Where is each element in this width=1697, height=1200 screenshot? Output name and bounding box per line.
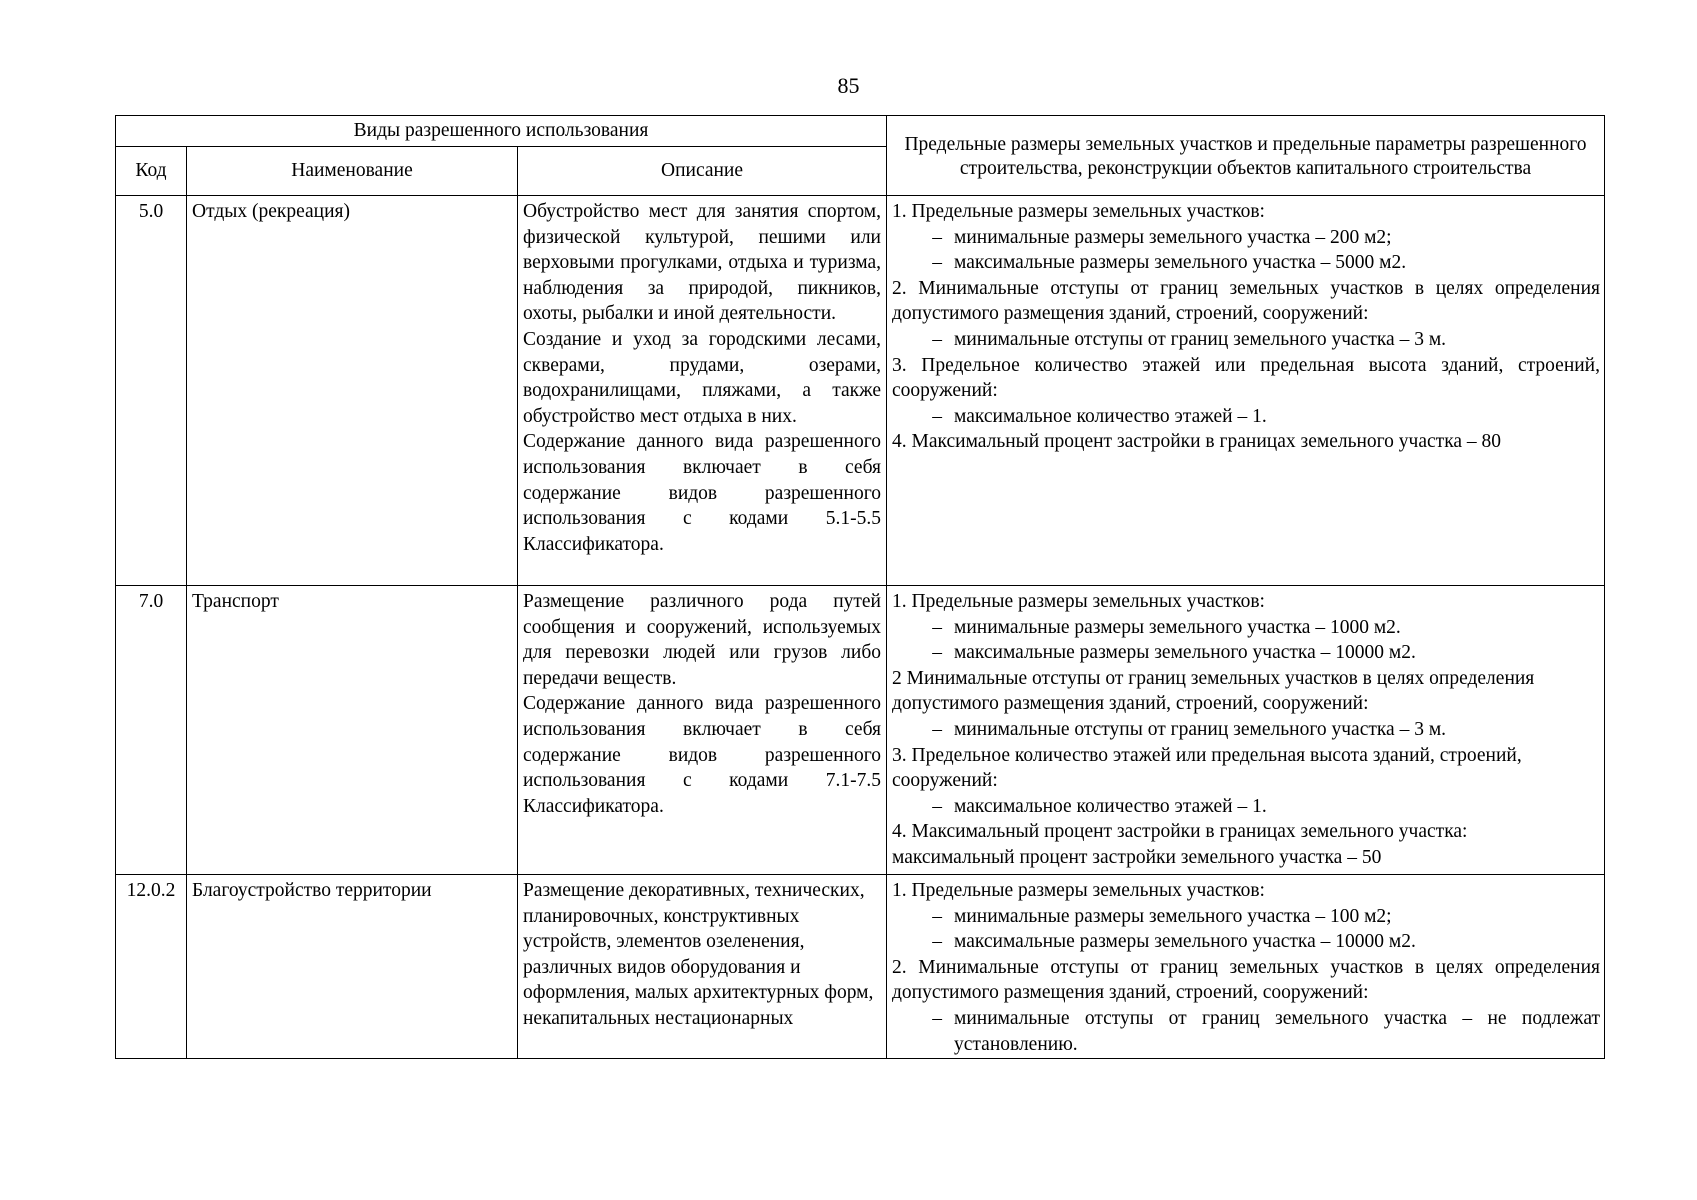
- row-code: 12.0.2: [116, 875, 187, 1059]
- header-permitted-uses: Виды разрешенного использования: [116, 116, 887, 147]
- parameter-heading: 2. Минимальные отступы от границ земельных участков в целях определения допустимого размещения зданий, строений, сооружений:: [892, 956, 1600, 1004]
- parameter-item: – максимальные размеры земельного участка – 5000 м2.: [932, 252, 1407, 274]
- parameter-heading: 2. Минимальные отступы от границ земельных участков в целях определения допустимого размещения зданий, строений, сооружений:: [892, 277, 1600, 325]
- parameter-item: – максимальные размеры земельного участка – 10000 м2.: [932, 931, 1416, 953]
- parameter-heading: 1. Предельные размеры земельных участков:: [892, 880, 1265, 901]
- regulations-table: [115, 115, 1605, 1059]
- parameter-item: – минимальные размеры земельного участка – 1000 м2.: [932, 616, 1401, 638]
- parameter-item: – минимальные отступы от границ земельного участка – 3 м.: [932, 718, 1447, 740]
- parameter-item: – минимальные размеры земельного участка – 200 м2;: [932, 226, 1392, 248]
- parameter-heading: 1. Предельные размеры земельных участков:: [892, 201, 1265, 222]
- header-description: Описание: [518, 147, 887, 196]
- row-code: 5.0: [116, 196, 187, 586]
- row-name: Отдых (рекреация): [187, 196, 518, 586]
- parameter-heading: 4. Максимальный процент застройки в границах земельного участка – 80: [892, 431, 1502, 453]
- row-name: Благоустройство территории: [187, 875, 518, 1059]
- header-code: Код: [116, 147, 187, 196]
- row-name: Транспорт: [187, 586, 518, 875]
- parameter-item: – минимальные отступы от границ земельного участка – не подлежат установлению.: [932, 1007, 1600, 1055]
- parameter-heading: максимальный процент застройки земельного участка – 50: [892, 846, 1382, 868]
- parameter-item: – минимальные размеры земельного участка – 100 м2;: [932, 905, 1392, 927]
- description-paragraph: Обустройство мест для занятия спортом, физической культурой, пешими или верховыми прогулками, отдыха и туризма, наблюдения за природой, пикников, охоты, рыбалки и иной деятельности.: [523, 201, 881, 325]
- row-description: [518, 196, 887, 586]
- description-paragraph: Содержание данного вида разрешенного использования включает в себя содержание видов разрешенного использования с кодами 5.1-5.5 Классификатора.: [523, 431, 881, 555]
- description-paragraph: Размещение декоративных, технических, планировочных, конструктивных устройств, элементов озеленения, различных видов оборудования и оформления, малых архитектурных форм, некапитальных нестационарных: [523, 880, 874, 1029]
- row-description: [518, 875, 887, 1059]
- row-description: [518, 586, 887, 875]
- parameter-item: – максимальное количество этажей – 1.: [932, 405, 1267, 427]
- parameter-item: – максимальные размеры земельного участка – 10000 м2.: [932, 642, 1416, 664]
- row-parameters: [887, 586, 1605, 875]
- header-parameters: Предельные размеры земельных участков и предельные параметры разрешенного строительства, реконструкции объектов капитального строительства: [887, 116, 1605, 196]
- description-paragraph: Размещение различного рода путей сообщения и сооружений, используемых для перевозки людей или грузов либо передачи веществ.: [523, 591, 881, 689]
- table-row: [116, 875, 1605, 1059]
- parameter-heading: 4. Максимальный процент застройки в границах земельного участка:: [892, 821, 1468, 843]
- row-parameters: [887, 875, 1605, 1059]
- parameter-heading: 1. Предельные размеры земельных участков:: [892, 591, 1265, 612]
- parameter-item: – максимальное количество этажей – 1.: [932, 795, 1267, 817]
- header-name: Наименование: [187, 147, 518, 196]
- row-code: 7.0: [116, 586, 187, 875]
- page-number: 85: [837, 73, 860, 98]
- table-row: [116, 586, 1605, 875]
- parameter-heading: 3. Предельное количество этажей или предельная высота зданий, строений, сооружений:: [892, 744, 1522, 792]
- parameter-item: – минимальные отступы от границ земельного участка – 3 м.: [932, 328, 1447, 350]
- description-paragraph: Содержание данного вида разрешенного использования включает в себя содержание видов разрешенного использования с кодами 7.1-7.5 Классификатора.: [523, 693, 881, 817]
- parameter-heading: 2 Минимальные отступы от границ земельных участков в целях определения допустимого размещения зданий, строений, сооружений:: [892, 667, 1535, 715]
- description-paragraph: Создание и уход за городскими лесами, скверами, прудами, озерами, водохранилищами, пляжами, а также обустройство мест отдыха в них.: [523, 328, 881, 427]
- table-row: [116, 196, 1605, 586]
- parameter-heading: 3. Предельное количество этажей или предельная высота зданий, строений, сооружений:: [892, 354, 1600, 402]
- row-parameters: [887, 196, 1605, 586]
